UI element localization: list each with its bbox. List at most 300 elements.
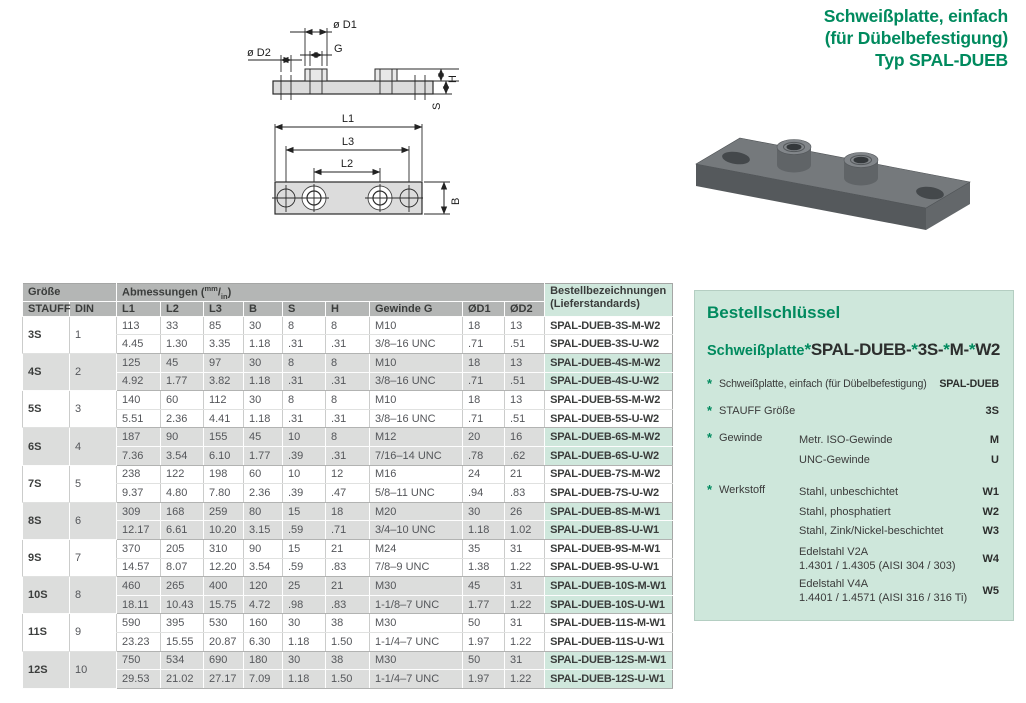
- title-line: Typ SPAL-DUEB: [875, 50, 1008, 70]
- table-cell: 1.22: [505, 670, 545, 689]
- table-cell: 10: [70, 651, 117, 688]
- table-cell: 18: [326, 502, 370, 521]
- table-cell: 1.18: [463, 521, 505, 540]
- table-cell: 120: [244, 577, 283, 596]
- table-row: [23, 391, 673, 410]
- table-cell: .51: [505, 409, 545, 428]
- table-cell: .31: [326, 447, 370, 466]
- table-cell: 15.75: [204, 595, 244, 614]
- table-cell: 12.20: [204, 558, 244, 577]
- table-cell: 8: [326, 428, 370, 447]
- table-row: [23, 632, 673, 651]
- table-cell: SPAL-DUEB-9S-M-W1: [545, 539, 673, 558]
- dim-label-h: H: [447, 75, 459, 83]
- table-cell: 530: [204, 614, 244, 633]
- table-cell: .31: [283, 372, 326, 391]
- table-cell: 16: [505, 428, 545, 447]
- option-row: UNC-Gewinde U: [799, 453, 999, 466]
- table-cell: 4.92: [117, 372, 161, 391]
- table-cell: 1.30: [161, 335, 204, 354]
- table-cell: 534: [161, 651, 204, 670]
- table-cell: 18: [463, 354, 505, 373]
- table-cell: 18.11: [117, 595, 161, 614]
- table-cell: 4.41: [204, 409, 244, 428]
- dimensions-table-body: [23, 316, 673, 688]
- table-cell: SPAL-DUEB-6S-M-W2: [545, 428, 673, 447]
- page-title: [824, 5, 1008, 71]
- table-cell: 8: [283, 316, 326, 335]
- table-cell: 5: [70, 465, 117, 502]
- table-cell: 113: [117, 316, 161, 335]
- table-cell: M30: [370, 651, 463, 670]
- table-cell: 590: [117, 614, 161, 633]
- table-cell: 690: [204, 651, 244, 670]
- table-row: [23, 558, 673, 577]
- table-cell: SPAL-DUEB-7S-M-W2: [545, 465, 673, 484]
- table-cell: M30: [370, 577, 463, 596]
- order-key-title: Bestellschlüssel: [707, 303, 841, 322]
- table-cell: 45: [244, 428, 283, 447]
- table-cell: M10: [370, 316, 463, 335]
- table-cell: .59: [283, 521, 326, 540]
- table-cell: 1.77: [244, 447, 283, 466]
- table-cell: 1.18: [283, 632, 326, 651]
- table-cell: 1.18: [283, 670, 326, 689]
- table-cell: 1.22: [505, 595, 545, 614]
- table-cell: 5/8–11 UNC: [370, 484, 463, 503]
- table-cell: 15: [283, 502, 326, 521]
- column-header: ØD1: [463, 301, 505, 316]
- table-cell: .83: [505, 484, 545, 503]
- column-group-size: Größe: [23, 284, 117, 302]
- column-header: DIN: [70, 301, 117, 316]
- table-cell: .83: [326, 558, 370, 577]
- table-row: [23, 372, 673, 391]
- boss-hole: [787, 144, 802, 151]
- table-cell: 1-1/8–7 UNC: [370, 595, 463, 614]
- column-header: L3: [204, 301, 244, 316]
- table-cell: .47: [326, 484, 370, 503]
- table-cell: 1.22: [505, 632, 545, 651]
- dimensions-table: [22, 283, 673, 689]
- technical-drawing: [228, 5, 473, 240]
- table-cell: 1.02: [505, 521, 545, 540]
- table-cell: 205: [161, 539, 204, 558]
- table-cell: 140: [117, 391, 161, 410]
- table-cell: 1.97: [463, 632, 505, 651]
- table-cell: 1.38: [463, 558, 505, 577]
- table-cell: 180: [244, 651, 283, 670]
- table-cell: 60: [244, 465, 283, 484]
- table-cell: 50: [463, 614, 505, 633]
- table-cell: 38: [326, 651, 370, 670]
- table-cell: M10: [370, 354, 463, 373]
- table-cell: .39: [283, 447, 326, 466]
- table-row: [23, 577, 673, 596]
- table-cell: 13: [505, 354, 545, 373]
- table-cell: 3.54: [244, 558, 283, 577]
- table-cell: 6.61: [161, 521, 204, 540]
- star-marker: *: [707, 403, 713, 418]
- table-row: [23, 484, 673, 503]
- table-cell: .51: [505, 372, 545, 391]
- table-cell: 460: [117, 577, 161, 596]
- table-cell: 125: [117, 354, 161, 373]
- table-cell: 1-1/4–7 UNC: [370, 632, 463, 651]
- table-cell: 6S: [23, 428, 70, 465]
- table-cell: 1-1/4–7 UNC: [370, 670, 463, 689]
- table-cell: 6: [70, 502, 117, 539]
- order-item-thread: * Gewinde Metr. ISO-Gewinde M UNC-Gewinde U: [707, 431, 999, 470]
- table-cell: M20: [370, 502, 463, 521]
- table-cell: .31: [326, 372, 370, 391]
- table-cell: 8: [326, 391, 370, 410]
- table-cell: .94: [463, 484, 505, 503]
- table-row: [23, 354, 673, 373]
- table-cell: 7.36: [117, 447, 161, 466]
- table-cell: M10: [370, 391, 463, 410]
- table-cell: .98: [283, 595, 326, 614]
- table-cell: 85: [204, 316, 244, 335]
- table-cell: .31: [326, 409, 370, 428]
- table-cell: 21: [326, 539, 370, 558]
- table-cell: 2.36: [161, 409, 204, 428]
- table-cell: 8.07: [161, 558, 204, 577]
- table-row: [23, 595, 673, 614]
- option-row: Edelstahl V4A 1.4401 / 1.4571 (AISI 316 / 316 Ti) W5: [799, 577, 999, 604]
- table-cell: 3: [70, 391, 117, 428]
- order-key-panel: [694, 290, 1014, 621]
- table-cell: SPAL-DUEB-11S-U-W1: [545, 632, 673, 651]
- table-row: [23, 335, 673, 354]
- table-cell: 23.23: [117, 632, 161, 651]
- boss-side-view: [375, 69, 397, 81]
- table-cell: 7S: [23, 465, 70, 502]
- table-cell: 310: [204, 539, 244, 558]
- table-cell: 4S: [23, 354, 70, 391]
- table-cell: .31: [326, 335, 370, 354]
- table-cell: .62: [505, 447, 545, 466]
- table-cell: SPAL-DUEB-4S-M-W2: [545, 354, 673, 373]
- order-item-product: * Schweißplatte, einfach (für Dübelbefestigung) SPAL-DUEB: [707, 376, 999, 391]
- table-cell: .71: [463, 335, 505, 354]
- table-cell: 3S: [23, 316, 70, 353]
- table-cell: 24: [463, 465, 505, 484]
- table-row: [23, 465, 673, 484]
- table-cell: 3/8–16 UNC: [370, 335, 463, 354]
- dim-label-d2: ø D2: [247, 47, 271, 59]
- table-cell: 3.15: [244, 521, 283, 540]
- table-cell: 155: [204, 428, 244, 447]
- star-marker: *: [804, 340, 811, 359]
- order-key-code: *SPAL-DUEB-*3S-*M-*W2: [804, 340, 1001, 359]
- table-cell: 750: [117, 651, 161, 670]
- table-cell: 4: [70, 428, 117, 465]
- column-header: L1: [117, 301, 161, 316]
- table-cell: 12: [326, 465, 370, 484]
- table-cell: 9S: [23, 539, 70, 576]
- table-cell: 4.45: [117, 335, 161, 354]
- dim-label-l3: L3: [341, 136, 355, 148]
- table-cell: M12: [370, 428, 463, 447]
- table-cell: 90: [161, 428, 204, 447]
- order-key-product-label: Schweißplatte: [707, 343, 805, 359]
- table-cell: 2: [70, 354, 117, 391]
- table-cell: 3.82: [204, 372, 244, 391]
- table-row: [23, 670, 673, 689]
- table-cell: 29.53: [117, 670, 161, 689]
- table-cell: 13: [505, 391, 545, 410]
- table-cell: 31: [505, 539, 545, 558]
- table-cell: 168: [161, 502, 204, 521]
- table-cell: 4.80: [161, 484, 204, 503]
- table-cell: 238: [117, 465, 161, 484]
- table-cell: 3.54: [161, 447, 204, 466]
- order-key-code-row: [707, 340, 999, 360]
- table-cell: SPAL-DUEB-4S-U-W2: [545, 372, 673, 391]
- table-cell: 1.22: [505, 558, 545, 577]
- table-cell: 8: [326, 354, 370, 373]
- table-cell: .31: [283, 409, 326, 428]
- table-cell: 1.18: [244, 335, 283, 354]
- dim-label-g: G: [334, 43, 343, 55]
- table-cell: 12S: [23, 651, 70, 688]
- table-cell: 9.37: [117, 484, 161, 503]
- product-photo: [695, 100, 995, 245]
- dim-label-s: S: [431, 102, 443, 110]
- table-cell: 7.09: [244, 670, 283, 689]
- table-cell: 8: [283, 391, 326, 410]
- table-row: [23, 651, 673, 670]
- table-cell: 15.55: [161, 632, 204, 651]
- table-cell: 7/8–9 UNC: [370, 558, 463, 577]
- table-cell: SPAL-DUEB-8S-U-W1: [545, 521, 673, 540]
- table-cell: M16: [370, 465, 463, 484]
- table-cell: 50: [463, 651, 505, 670]
- table-cell: M24: [370, 539, 463, 558]
- table-cell: 27.17: [204, 670, 244, 689]
- column-group-dimensions: Abmessungen $(^{mm}/_{in})$: [117, 284, 545, 302]
- table-cell: SPAL-DUEB-3S-U-W2: [545, 335, 673, 354]
- option-row: Metr. ISO-Gewinde M: [799, 434, 999, 446]
- column-header: H: [326, 301, 370, 316]
- title-line: Schweißplatte, einfach: [823, 6, 1008, 26]
- table-cell: SPAL-DUEB-5S-M-W2: [545, 391, 673, 410]
- table-cell: M30: [370, 614, 463, 633]
- table-cell: 12.17: [117, 521, 161, 540]
- table-cell: 395: [161, 614, 204, 633]
- table-cell: SPAL-DUEB-12S-U-W1: [545, 670, 673, 689]
- table-cell: 9: [70, 614, 117, 651]
- table-cell: 38: [326, 614, 370, 633]
- table-cell: 4.72: [244, 595, 283, 614]
- table-cell: 26: [505, 502, 545, 521]
- star-marker: *: [707, 482, 713, 497]
- table-cell: .83: [326, 595, 370, 614]
- table-cell: 10: [283, 465, 326, 484]
- table-row: [23, 502, 673, 521]
- table-cell: 7: [70, 539, 117, 576]
- table-cell: SPAL-DUEB-7S-U-W2: [545, 484, 673, 503]
- star-marker: *: [707, 430, 713, 445]
- option-row: Stahl, unbeschichtet W1: [799, 486, 999, 498]
- table-cell: 265: [161, 577, 204, 596]
- plate-side-view: [273, 81, 433, 94]
- table-cell: 10.43: [161, 595, 204, 614]
- table-row: [23, 428, 673, 447]
- table-cell: SPAL-DUEB-11S-M-W1: [545, 614, 673, 633]
- column-group-order-codes: Bestellbezeichnungen (Lieferstandards): [545, 284, 673, 317]
- table-cell: 10S: [23, 577, 70, 614]
- table-cell: 7/16–14 UNC: [370, 447, 463, 466]
- table-cell: 5S: [23, 391, 70, 428]
- table-cell: SPAL-DUEB-8S-M-W1: [545, 502, 673, 521]
- table-cell: 30: [244, 391, 283, 410]
- table-cell: 2.36: [244, 484, 283, 503]
- table-cell: .78: [463, 447, 505, 466]
- table-cell: 35: [463, 539, 505, 558]
- table-cell: .71: [463, 409, 505, 428]
- table-cell: 20.87: [204, 632, 244, 651]
- table-cell: 18: [463, 391, 505, 410]
- table-cell: 1.18: [244, 409, 283, 428]
- order-item-size: * STAUFF Größe 3S: [707, 403, 999, 418]
- table-cell: 370: [117, 539, 161, 558]
- table-cell: 309: [117, 502, 161, 521]
- table-cell: 13: [505, 316, 545, 335]
- boss-side-view: [305, 69, 327, 81]
- table-cell: .51: [505, 335, 545, 354]
- table-cell: 60: [161, 391, 204, 410]
- table-row: [23, 539, 673, 558]
- table-cell: 1: [70, 316, 117, 353]
- table-cell: SPAL-DUEB-10S-U-W1: [545, 595, 673, 614]
- table-cell: 5.51: [117, 409, 161, 428]
- table-cell: 3.35: [204, 335, 244, 354]
- table-cell: SPAL-DUEB-3S-M-W2: [545, 316, 673, 335]
- table-cell: 31: [505, 651, 545, 670]
- table-cell: 3/4–10 UNC: [370, 521, 463, 540]
- column-header: S: [283, 301, 326, 316]
- table-cell: .59: [283, 558, 326, 577]
- table-cell: 45: [463, 577, 505, 596]
- table-cell: 1.77: [463, 595, 505, 614]
- table-cell: SPAL-DUEB-10S-M-W1: [545, 577, 673, 596]
- table-cell: 30: [244, 316, 283, 335]
- table-cell: 80: [244, 502, 283, 521]
- table-cell: 30: [244, 354, 283, 373]
- table-cell: 400: [204, 577, 244, 596]
- table-cell: SPAL-DUEB-6S-U-W2: [545, 447, 673, 466]
- table-cell: 90: [244, 539, 283, 558]
- option-row: Stahl, phosphatiert W2: [799, 505, 999, 518]
- star-marker: *: [968, 340, 976, 359]
- option-row: Stahl, Zink/Nickel-beschichtet W3: [799, 525, 999, 537]
- table-cell: 1.50: [326, 632, 370, 651]
- table-cell: 21: [505, 465, 545, 484]
- column-header: ØD2: [505, 301, 545, 316]
- star-marker: *: [707, 376, 712, 391]
- table-cell: 6.10: [204, 447, 244, 466]
- table-cell: 97: [204, 354, 244, 373]
- table-cell: 112: [204, 391, 244, 410]
- table-cell: 1.97: [463, 670, 505, 689]
- column-header: B: [244, 301, 283, 316]
- table-cell: 198: [204, 465, 244, 484]
- dim-label-l2: L2: [340, 158, 354, 170]
- column-header: STAUFF: [23, 301, 70, 316]
- table-cell: 10.20: [204, 521, 244, 540]
- table-cell: 25: [283, 577, 326, 596]
- table-cell: .71: [326, 521, 370, 540]
- table-row: [23, 316, 673, 335]
- table-cell: 31: [505, 614, 545, 633]
- order-item-material: * Werkstoff Stahl, unbeschichtet W1 Stahl, phosphatiert W2 Stahl, Zink/Nickel-beschichtet W3 Edelstahl V2A 1.4301 / 1.4305 (AISI 304 / 303) W4 Edelstahl V4A 1.4401 / 1.4571 (AISI 316 / 316 Ti) W5: [707, 483, 999, 609]
- table-cell: 30: [283, 614, 326, 633]
- table-cell: 33: [161, 316, 204, 335]
- table-row: [23, 447, 673, 466]
- boss-hole: [854, 157, 869, 164]
- star-marker: *: [943, 340, 950, 359]
- table-cell: 187: [117, 428, 161, 447]
- table-cell: 3/8–16 UNC: [370, 409, 463, 428]
- table-cell: 8: [326, 316, 370, 335]
- table-cell: 45: [161, 354, 204, 373]
- dim-label-d1: ø D1: [333, 19, 357, 31]
- dim-label-l1: L1: [341, 113, 355, 125]
- table-cell: 21: [326, 577, 370, 596]
- table-cell: 8: [283, 354, 326, 373]
- table-cell: .71: [463, 372, 505, 391]
- table-cell: SPAL-DUEB-5S-U-W2: [545, 409, 673, 428]
- table-cell: 1.18: [244, 372, 283, 391]
- table-cell: 30: [463, 502, 505, 521]
- column-header: Gewinde G: [370, 301, 463, 316]
- table-cell: 7.80: [204, 484, 244, 503]
- table-cell: 8S: [23, 502, 70, 539]
- table-cell: 14.57: [117, 558, 161, 577]
- table-row: [23, 521, 673, 540]
- table-cell: 21.02: [161, 670, 204, 689]
- option-row: Edelstahl V2A 1.4301 / 1.4305 (AISI 304 / 303) W4: [799, 545, 999, 572]
- table-cell: 8: [70, 577, 117, 614]
- table-cell: SPAL-DUEB-12S-M-W1: [545, 651, 673, 670]
- table-cell: SPAL-DUEB-9S-U-W1: [545, 558, 673, 577]
- column-header: L2: [161, 301, 204, 316]
- table-cell: 31: [505, 577, 545, 596]
- star-marker: *: [911, 340, 918, 359]
- table-cell: 30: [283, 651, 326, 670]
- table-cell: 1.50: [326, 670, 370, 689]
- table-cell: 11S: [23, 614, 70, 651]
- table-cell: 10: [283, 428, 326, 447]
- table-cell: 122: [161, 465, 204, 484]
- table-cell: 160: [244, 614, 283, 633]
- table-cell: 18: [463, 316, 505, 335]
- table-cell: 259: [204, 502, 244, 521]
- title-line: (für Dübelbefestigung): [824, 28, 1008, 48]
- table-cell: 1.77: [161, 372, 204, 391]
- table-row: [23, 614, 673, 633]
- table-cell: 20: [463, 428, 505, 447]
- table-cell: 6.30: [244, 632, 283, 651]
- table-row: [23, 409, 673, 428]
- dim-label-b: B: [450, 197, 462, 205]
- table-cell: 15: [283, 539, 326, 558]
- table-cell: .31: [283, 335, 326, 354]
- table-cell: .39: [283, 484, 326, 503]
- table-cell: 3/8–16 UNC: [370, 372, 463, 391]
